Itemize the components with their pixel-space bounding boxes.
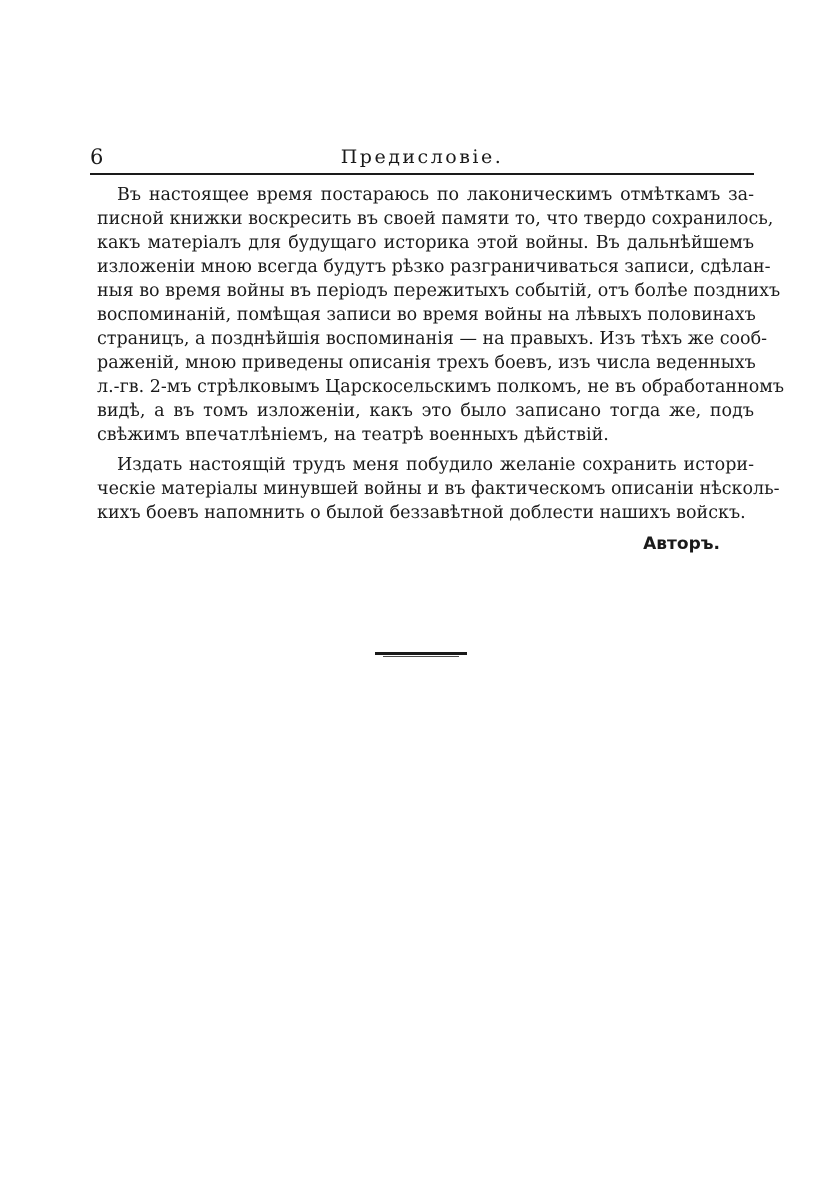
text-line: ческіе матеріалы минувшей войны и въ фактическомъ описаніи нѣсколь-	[97, 479, 780, 499]
text-line: видѣ, а въ томъ изложеніи, какъ это было записано тогда же, подъ	[97, 401, 754, 421]
text-line: изложеніи мною всегда будутъ рѣзко разграничиваться записи, сдѣлан-	[97, 257, 771, 277]
page-header	[90, 143, 754, 171]
body-text	[97, 183, 784, 525]
text-line: Въ настоящее время постараюсь по лаконическимъ отмѣткамъ за-	[117, 185, 754, 205]
page-number: 6	[90, 145, 104, 169]
paragraph-2	[97, 453, 780, 525]
running-title: Предисловіе.	[340, 146, 504, 168]
text-line: раженій, мною приведены описанія трехъ боевъ, изъ числа веденныхъ	[97, 353, 756, 373]
text-line: свѣжимъ впечатлѣніемъ, на театрѣ военныхъ дѣйствій.	[97, 425, 609, 445]
author-signature: Авторъ.	[643, 534, 720, 554]
paragraph-1	[97, 183, 784, 447]
text-line: ныя во время войны въ періодъ пережитыхъ событій, отъ болѣе позднихъ	[97, 281, 781, 301]
end-ornament-rule	[375, 652, 467, 655]
text-line: л.-гв. 2-мъ стрѣлковымъ Царскосельскимъ полкомъ, не въ обработанномъ	[97, 377, 784, 397]
text-line: страницъ, а позднѣйшія воспоминанія — на правыхъ. Изъ тѣхъ же сооб-	[97, 329, 768, 349]
text-line: воспоминаній, помѣщая записи во время войны на лѣвыхъ половинахъ	[97, 305, 756, 325]
text-line: Издать настоящій трудъ меня побудило желаніе сохранить истори-	[117, 455, 754, 475]
text-line: кихъ боевъ напомнить о былой беззавѣтной доблести нашихъ войскъ.	[97, 503, 746, 523]
header-rule	[90, 173, 754, 175]
text-line: писной книжки воскресить въ своей памяти то, что твердо сохранилось,	[97, 209, 774, 229]
text-line: какъ матеріалъ для будущаго историка этой войны. Въ дальнѣйшемъ	[97, 233, 754, 253]
